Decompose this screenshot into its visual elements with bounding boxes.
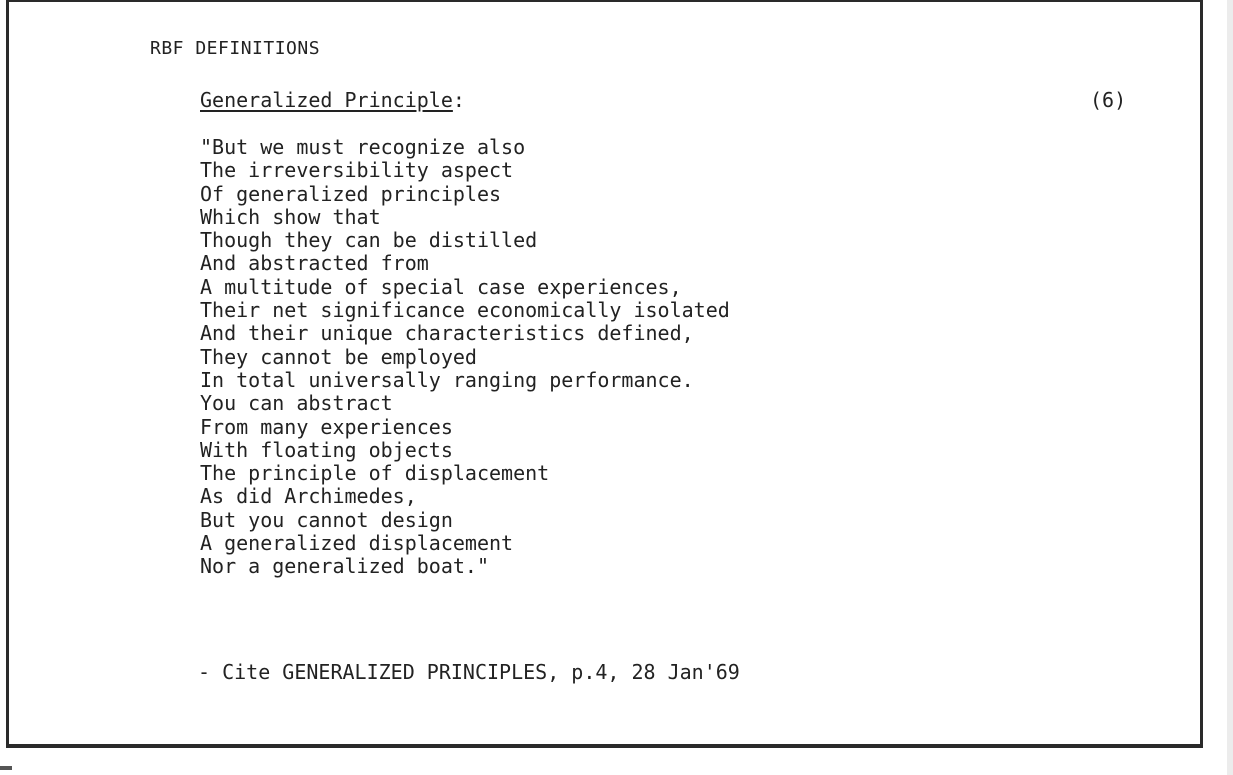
quote-line: Nor a generalized boat." <box>200 554 489 579</box>
quote-line: They cannot be employed <box>200 344 477 369</box>
quote-line: Which show that <box>200 204 381 229</box>
quote-line: With floating objects <box>200 437 453 462</box>
quote-line: And abstracted from <box>200 251 429 276</box>
quote-line: The principle of displacement <box>200 461 550 486</box>
quote-line: The irreversibility aspect <box>200 158 514 183</box>
quote-line: As did Archimedes, <box>200 484 417 509</box>
quote-line: A multitude of special case experiences, <box>200 274 682 299</box>
quote-line: You can abstract <box>200 391 393 416</box>
quote-line: Their net significance economically isolated <box>200 298 730 323</box>
section-title-suffix: : <box>452 88 465 112</box>
citation: - Cite GENERALIZED PRINCIPLES, p.4, 28 Jan'69 <box>198 660 740 684</box>
quote-line: Of generalized principles <box>200 181 502 206</box>
quote-line: In total universally ranging performance. <box>200 367 694 392</box>
section-title: Generalized Principle <box>200 88 453 112</box>
page-number: (6) <box>1090 88 1127 112</box>
quote-line: But you cannot design <box>200 507 453 532</box>
page-edge-strip <box>1227 0 1233 775</box>
document-header: RBF DEFINITIONS <box>150 38 321 59</box>
quote-line: "But we must recognize also <box>200 135 526 159</box>
quote-block <box>200 136 730 579</box>
quote-line: And their unique characteristics defined, <box>200 321 694 346</box>
quote-line: A generalized displacement <box>200 531 514 556</box>
quote-line: Though they can be distilled <box>200 228 538 253</box>
scan-mark <box>0 766 12 770</box>
section-heading <box>200 88 465 112</box>
quote-line: From many experiences <box>200 414 453 439</box>
